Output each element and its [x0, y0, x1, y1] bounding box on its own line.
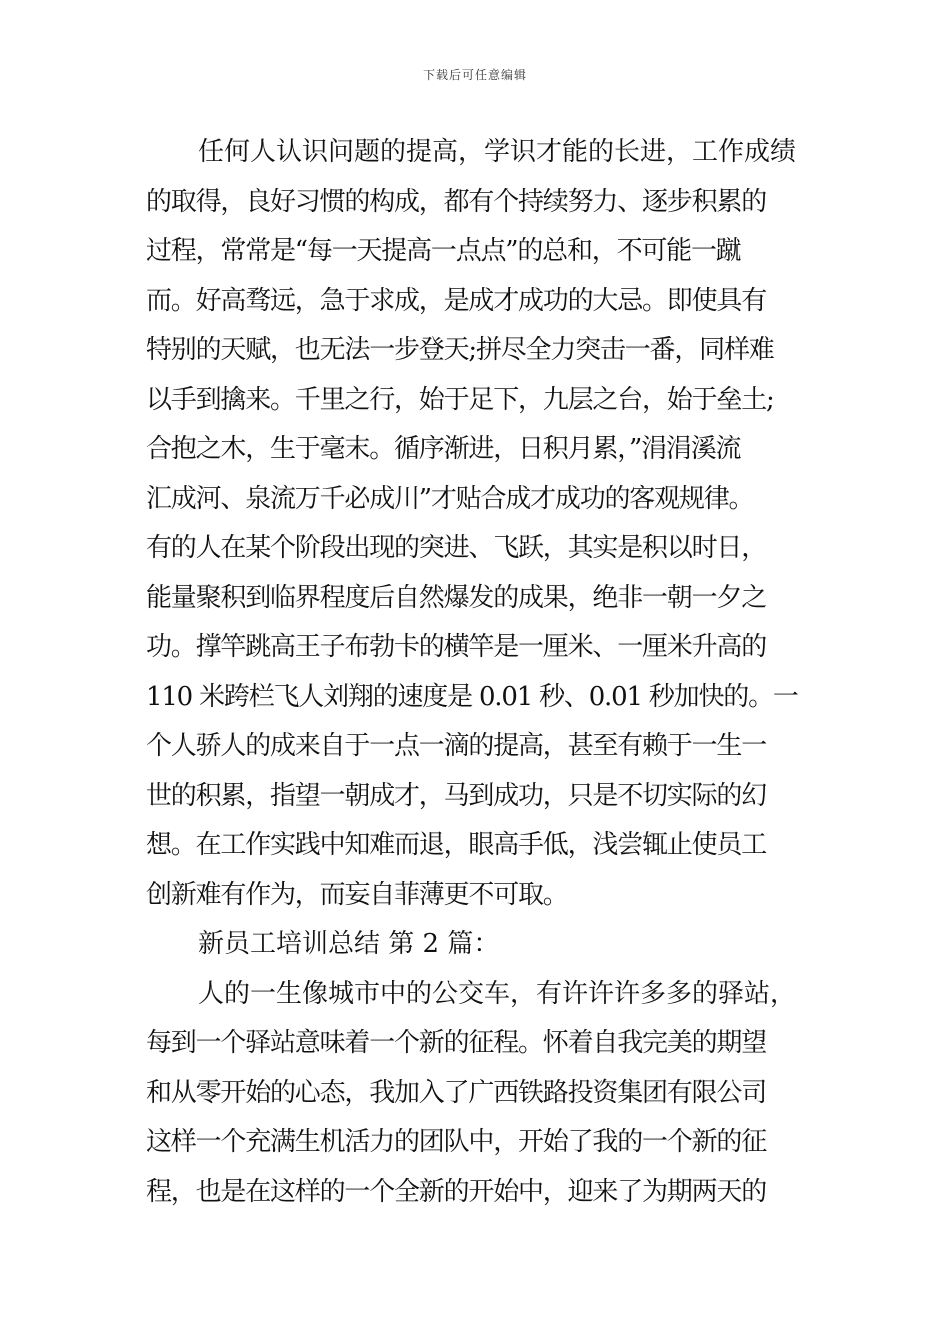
- text-line: 创新难有作为，而妄自菲薄更不可取。: [146, 879, 568, 910]
- text-line: 而。好高骛远，急于求成，是成才成功的大忌。即使具有: [146, 285, 767, 316]
- text-line: 合抱之木，生于毫末。循序渐进，日积月累，”涓涓溪流: [146, 434, 741, 464]
- text-line: 和从零开始的心态，我加入了广西铁路投资集团有限公司: [146, 1077, 767, 1108]
- text-line: 人的一生像城市中的公交车，有许许许多多的驿站，: [198, 978, 797, 1009]
- text-line: 以手到擒来。千里之行，始于足下，九层之台，始于垒土;: [146, 384, 774, 415]
- text-line: 有的人在某个阶段出现的突进、飞跃，其实是积以时日，: [146, 533, 767, 563]
- text-line: 能量聚积到临界程度后自然爆发的成果，绝非一朝一夕之: [146, 582, 767, 613]
- document-body: [146, 128, 810, 1217]
- text-line: 世的积累，指望一朝成才，马到成功，只是不切实际的幻: [146, 780, 767, 811]
- text-line: 汇成河、泉流万千必成川”才贴合成才成功的客观规律。: [146, 483, 754, 514]
- text-line: 过程，常常是“每一天提高一点点”的总和，不可能一蹴: [146, 236, 741, 266]
- text-line: 功。撑竿跳高王子布勃卡的横竿是一厘米、一厘米升高的: [146, 632, 767, 662]
- text-line: 110 米跨栏飞人刘翔的速度是 0.01 秒、0.01 秒加快的。一: [146, 681, 798, 712]
- text-line: 特别的天赋，也无法一步登天;拼尽全力突击一番，同样难: [146, 335, 774, 365]
- text-line: 程，也是在这样的一个全新的开始中，迎来了为期两天的: [146, 1176, 767, 1207]
- text-line: 的取得，良好习惯的构成，都有个持续努力、逐步积累的: [146, 186, 767, 217]
- text-line: 这样一个充满生机活力的团队中，开始了我的一个新的征: [146, 1127, 767, 1157]
- text-line: 任何人认识问题的提高，学识才能的长进，工作成绩: [198, 137, 797, 167]
- text-line: 个人骄人的成来自于一点一滴的提高，甚至有赖于一生一: [146, 731, 767, 761]
- header-note: 下载后可任意编辑: [422, 68, 527, 82]
- text-line: 每到一个驿站意味着一个新的征程。怀着自我完美的期望: [146, 1028, 767, 1058]
- section-heading: 新员工培训总结 第 2 篇：: [198, 929, 500, 959]
- text-line: 想。在工作实践中知难而退，眼高手低，浅尝辄止使员工: [146, 830, 767, 860]
